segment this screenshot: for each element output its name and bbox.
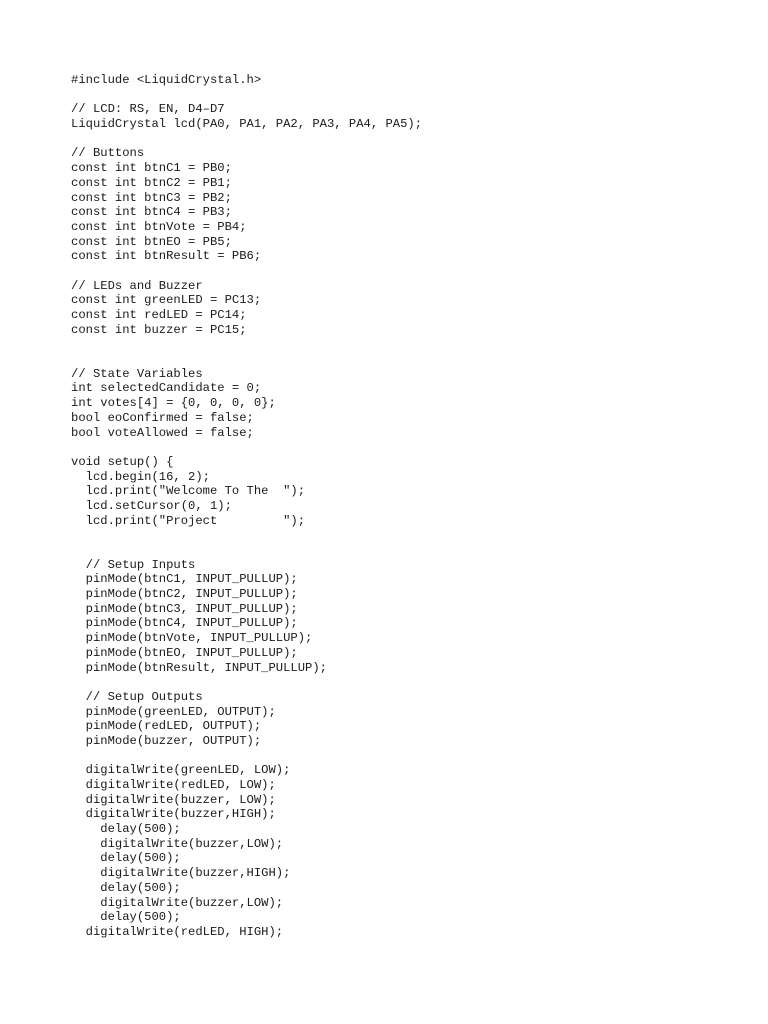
code-line: pinMode(btnResult, INPUT_PULLUP); [71, 660, 327, 675]
code-line: const int btnVote = PB4; [71, 219, 247, 234]
code-line: digitalWrite(buzzer,LOW); [71, 836, 284, 851]
code-line: // LCD: RS, EN, D4–D7 [71, 102, 225, 117]
code-line: int votes[4] = {0, 0, 0, 0}; [71, 396, 276, 411]
code-line: // Buttons [71, 146, 145, 161]
code-line: const int greenLED = PC13; [71, 293, 262, 308]
code-line: const int btnC4 = PB3; [71, 205, 232, 220]
code-line [71, 88, 422, 103]
code-line: const int btnC2 = PB1; [71, 175, 232, 190]
code-line: bool eoConfirmed = false; [71, 410, 254, 425]
code-line: digitalWrite(redLED, HIGH); [71, 924, 284, 939]
code-line: // Setup Inputs [71, 557, 196, 572]
code-line: digitalWrite(greenLED, LOW); [71, 763, 291, 778]
code-line: pinMode(buzzer, OUTPUT); [71, 733, 262, 748]
code-line: const int btnResult = PB6; [71, 249, 262, 264]
code-line: pinMode(redLED, OUTPUT); [71, 719, 262, 734]
code-line: pinMode(btnC4, INPUT_PULLUP); [71, 616, 298, 631]
code-line: void setup() { [71, 454, 174, 469]
code-line [71, 440, 422, 455]
code-line: #include <LiquidCrystal.h> [71, 73, 262, 87]
code-line: delay(500); [71, 880, 181, 895]
code-line: lcd.setCursor(0, 1); [71, 498, 232, 513]
code-line [71, 675, 422, 690]
code-line: digitalWrite(redLED, LOW); [71, 778, 276, 792]
code-line: delay(500); [71, 851, 181, 866]
code-line [71, 337, 422, 352]
code-line: lcd.begin(16, 2); [71, 469, 210, 484]
code-line: const int redLED = PC14; [71, 308, 247, 322]
code-line: pinMode(btnC3, INPUT_PULLUP); [71, 601, 298, 616]
code-line: LiquidCrystal lcd(PA0, PA1, PA2, PA3, PA4, PA5); [71, 117, 423, 132]
code-line: digitalWrite(buzzer,LOW); [71, 895, 284, 910]
code-line: pinMode(btnVote, INPUT_PULLUP); [71, 631, 313, 646]
code-line [71, 528, 422, 543]
code-line: pinMode(btnEO, INPUT_PULLUP); [71, 645, 298, 660]
code-line: bool voteAllowed = false; [71, 425, 254, 440]
code-line: pinMode(btnC1, INPUT_PULLUP); [71, 572, 298, 587]
code-line: digitalWrite(buzzer,HIGH); [71, 866, 291, 881]
code-line: const int buzzer = PC15; [71, 322, 247, 337]
code-listing [71, 73, 422, 940]
code-line: delay(500); [71, 910, 181, 925]
code-line: digitalWrite(buzzer,HIGH); [71, 807, 276, 822]
code-line: // State Variables [71, 366, 203, 381]
code-line [71, 132, 422, 147]
code-line: int selectedCandidate = 0; [71, 381, 262, 396]
code-line: pinMode(btnC2, INPUT_PULLUP); [71, 587, 298, 602]
code-line: const int btnC1 = PB0; [71, 161, 232, 176]
code-line [71, 264, 422, 279]
code-line [71, 543, 422, 558]
code-line [71, 352, 422, 367]
code-line: lcd.print("Project "); [71, 513, 306, 528]
code-line: // Setup Outputs [71, 689, 203, 704]
code-line: digitalWrite(buzzer, LOW); [71, 792, 276, 807]
code-line: const int btnEO = PB5; [71, 234, 232, 249]
code-line [71, 749, 422, 764]
code-line: const int btnC3 = PB2; [71, 190, 232, 205]
code-line: // LEDs and Buzzer [71, 278, 203, 293]
code-line: lcd.print("Welcome To The "); [71, 484, 306, 499]
code-line: delay(500); [71, 822, 181, 837]
code-line: pinMode(greenLED, OUTPUT); [71, 704, 276, 719]
